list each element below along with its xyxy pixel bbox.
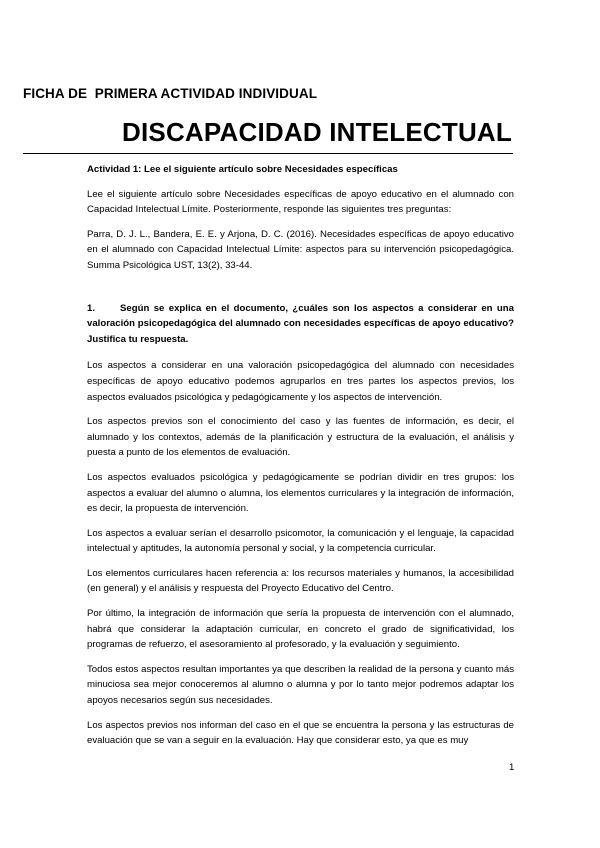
answer-paragraph: Los aspectos previos nos informan del caso en el que se encuentra la persona y las estructuras de evaluación que se van a seguir en la evaluación. Hay que considerar esto, ya que es muy	[87, 719, 514, 747]
answer-paragraph: Los aspectos previos son el conocimiento del caso y las fuentes de información, es decir, el alumnado y los contextos, además de la planificación y estructura de la evaluación, el análisis y puesta a punto de los elementos de evaluación.	[87, 416, 514, 459]
activity-heading: Actividad 1: Lee el siguiente artículo sobre Necesidades específicas	[87, 164, 398, 175]
question-1	[87, 301, 514, 348]
answer-paragraph: Los elementos curriculares hacen referencia a: los recursos materiales y humanos, la accesibilidad (en general) y el análisis y respuesta del Proyecto Educativo del Centro.	[87, 567, 514, 595]
page-number: 1	[509, 762, 515, 773]
question-number: 1.	[87, 302, 96, 314]
answer-paragraph: Los aspectos a considerar en una valoración psicopedagógica del alumnado con necesidades específicas de apoyo educativo podemos agruparlos en tres partes los aspectos previos, los aspectos evaluados psicológica y pedagógicamente y los aspectos de intervención.	[87, 360, 514, 403]
answer-paragraph: Todos estos aspectos resultan importantes ya que describen la realidad de la persona y cuanto más minuciosa sea mejor conoceremos al alumno o alumna y por lo tanto mejor podremos adaptar los apoyos necesarios según sus necesidades.	[87, 663, 514, 707]
ficha-title: FICHA DE PRIMERA ACTIVIDAD INDIVIDUAL	[23, 86, 318, 101]
question-text: Según se explica en el documento, ¿cuáles son los aspectos a considerar en una valoración psicopedagógica del alumnado con necesidades específicas de apoyo educativo? Justifica tu respuesta.	[87, 302, 514, 345]
title-divider	[23, 153, 513, 154]
document-body	[87, 162, 514, 758]
article-reference: Parra, D. J. L., Bandera, E. E. y Arjona, D. C. (2016). Necesidades específicas de apoyo educativo en el alumnado con Capacidad Intelectual Límite: aspectos para su intervención psicopedagógica. Summa Psicológica UST, 13(2), 33-44.	[87, 228, 514, 271]
main-title: DISCAPACIDAD INTELECTUAL	[122, 117, 512, 147]
answer-paragraph: Los aspectos evaluados psicológica y pedagógicamente se podrían dividir en tres grupos: los aspectos a evaluar del alumno o alumna, los elementos curriculares y la integración de información, es decir, la propuesta de intervención.	[87, 471, 514, 515]
activity-instructions: Lee el siguiente artículo sobre Necesidades específicas de apoyo educativo en el alumnado con Capacidad Intelectual Límite. Posteriormente, responde las siguientes tres preguntas:	[87, 188, 514, 216]
answer-paragraph: Por último, la integración de información que sería la propuesta de intervención con el alumnado, habrá que considerar la adaptación curricular, en concreto el grado de significatividad, los programas de refuerzo, el asesoramiento al profesorado, y la evaluación y seguimiento.	[87, 608, 514, 651]
answer-paragraph: Los aspectos a evaluar serían el desarrollo psicomotor, la comunicación y el lenguaje, la capacidad intelectual y aptitudes, la autonomía personal y social, y la competencia curricular.	[87, 527, 514, 555]
